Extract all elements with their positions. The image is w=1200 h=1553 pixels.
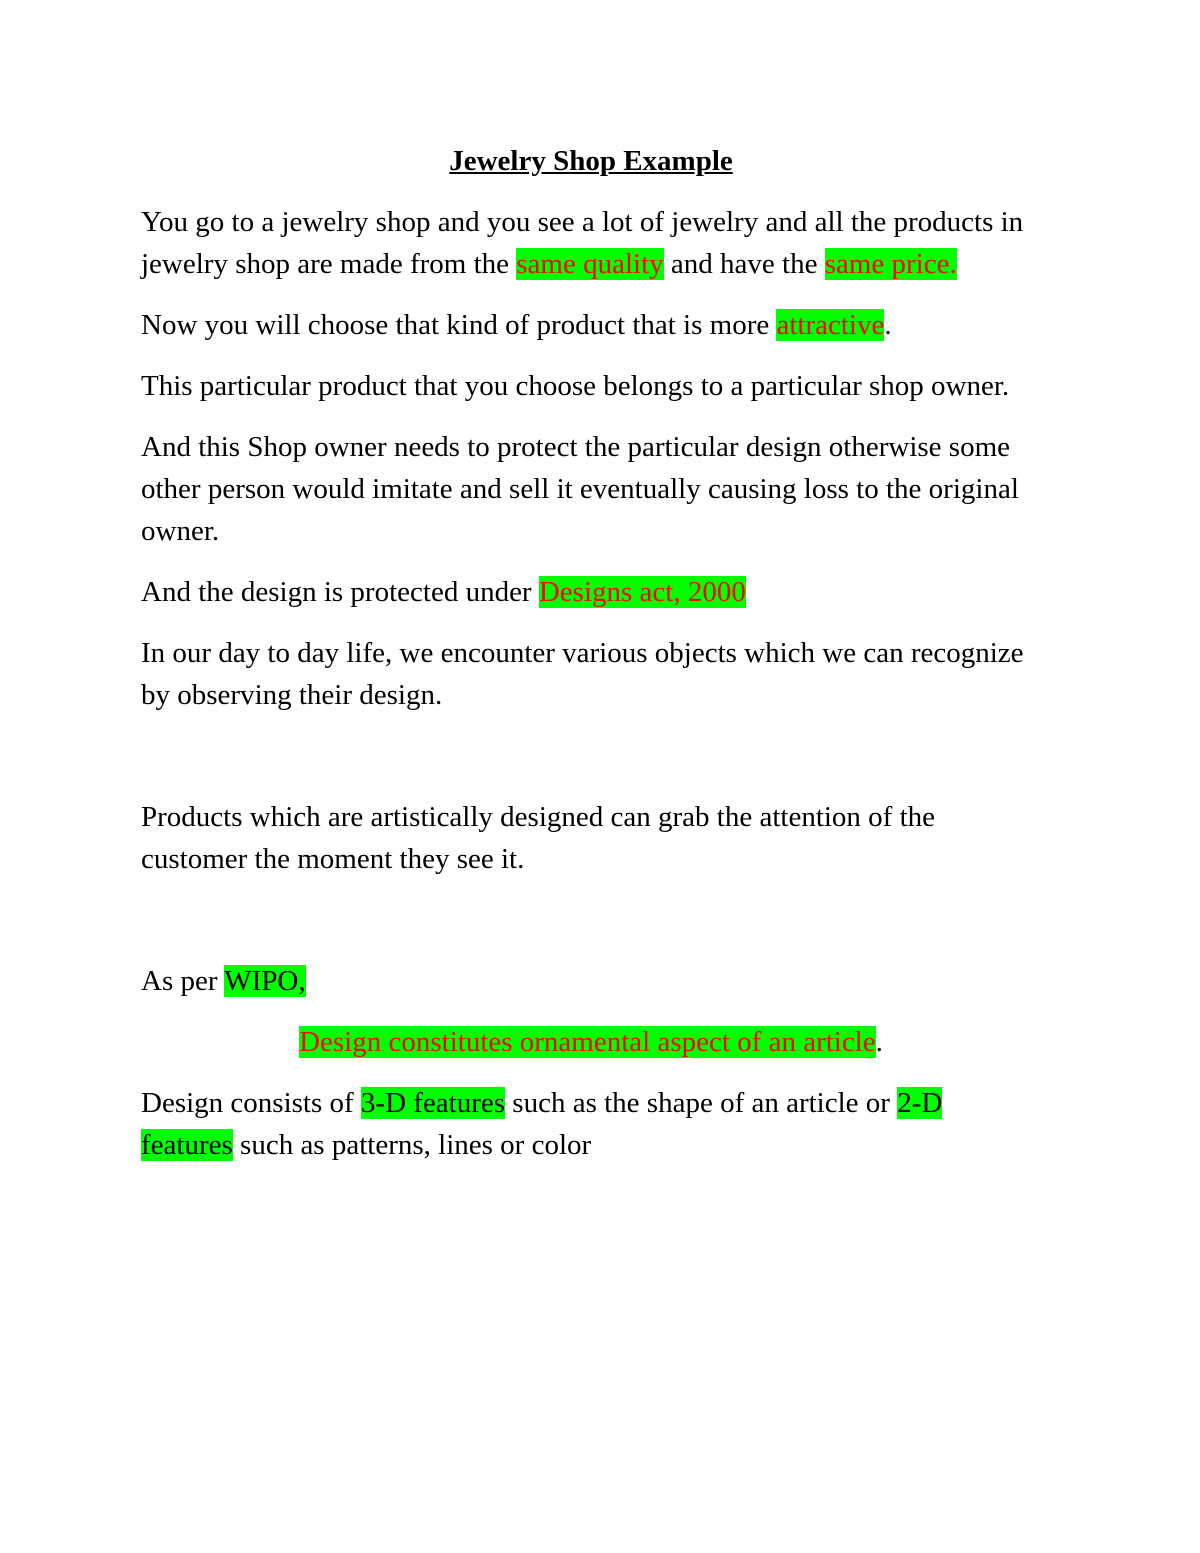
highlight-wipo: WIPO, [224, 965, 306, 997]
highlight-design-definition: Design constitutes ornamental aspect of an article [299, 1026, 876, 1058]
blank-line [141, 735, 1041, 796]
highlight-same-quality: same quality [516, 248, 664, 280]
paragraph-text: . [884, 309, 892, 341]
paragraph-as-per-wipo [141, 960, 1041, 1002]
paragraph-text: Now you will choose that kind of product that is more [141, 309, 777, 341]
paragraph-text: You go to a jewelry shop and you see a lot of jewelry and all the products in jewelry shop are made from the [141, 206, 1024, 280]
paragraph-artistic-products: Products which are artistically designed can grab the attention of the customer the moment they see it. [141, 801, 936, 875]
paragraph-day-to-day: In our day to day life, we encounter various objects which we can recognize by observing their design. [141, 637, 1024, 711]
paragraph-jewelry-shop [141, 201, 1041, 285]
highlight-attractive: attractive [776, 309, 885, 341]
paragraph-text: And the design is protected under [141, 576, 539, 608]
document-page [141, 140, 1041, 1185]
highlight-3d-features: 3-D features [360, 1087, 506, 1119]
document-title: Jewelry Shop Example [449, 145, 733, 177]
paragraph-shop-owner: This particular product that you choose belongs to a particular shop owner. [141, 370, 1010, 402]
highlight-designs-act: Designs act, 2000 [538, 576, 746, 608]
paragraph-text: such as the shape of an article or [505, 1087, 898, 1119]
paragraph-text: such as patterns, lines or color [232, 1129, 592, 1161]
highlight-same-price: same price. [824, 248, 957, 280]
blank-line [141, 899, 1041, 960]
paragraph-text: Design consists of [141, 1087, 361, 1119]
paragraph-text: and have the [663, 248, 825, 280]
paragraph-protect-design: And this Shop owner needs to protect the particular design otherwise some other person would imitate and sell it eventually causing loss to the original owner. [141, 431, 1019, 547]
paragraph-choose-product [141, 304, 1041, 346]
paragraph-design-features [141, 1082, 1041, 1166]
paragraph-design-definition [141, 1021, 1041, 1063]
highlight-2d-features: 2-D features [141, 1087, 943, 1161]
paragraph-designs-act [141, 571, 1041, 613]
paragraph-text: . [875, 1026, 883, 1058]
paragraph-text: As per [141, 965, 225, 997]
